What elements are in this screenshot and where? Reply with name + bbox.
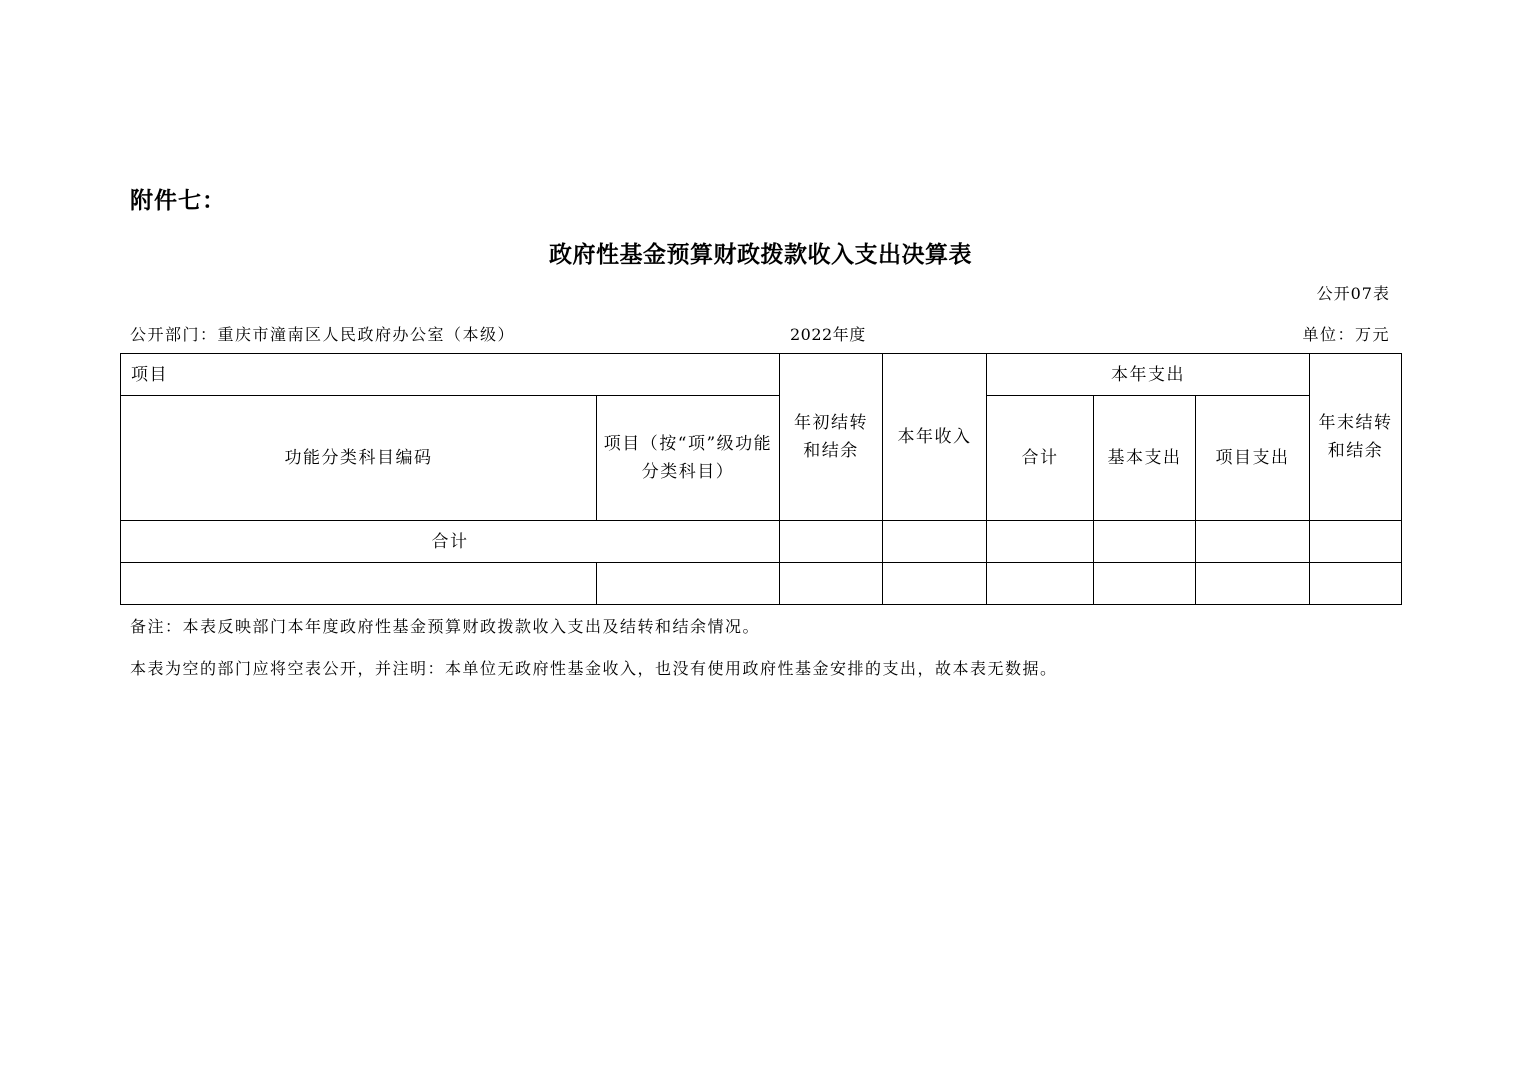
- row-opening-balance: [780, 563, 883, 605]
- fiscal-year: 2022年度: [790, 325, 866, 344]
- form-number: 公开07表: [1316, 284, 1390, 303]
- row-item-name: [597, 563, 780, 605]
- header-item-name: 项目（按“项”级功能分类科目）: [597, 396, 780, 521]
- note-empty-table: 本表为空的部门应将空表公开，并注明：本单位无政府性基金收入，也没有使用政府性基金安排的支出，故本表无数据。: [130, 659, 1058, 678]
- row-exp-basic: [1094, 563, 1196, 605]
- page-title: 政府性基金预算财政拨款收入支出决算表: [549, 241, 972, 268]
- total-label: 合计: [121, 521, 780, 563]
- total-opening-balance: [780, 521, 883, 563]
- row-code: [121, 563, 597, 605]
- total-exp-basic: [1094, 521, 1196, 563]
- header-exp-basic: 基本支出: [1094, 396, 1196, 521]
- header-closing-balance: 年末结转和结余: [1310, 354, 1402, 521]
- total-exp-project: [1196, 521, 1310, 563]
- header-expenditure: 本年支出: [987, 354, 1310, 396]
- table-row: [121, 563, 1402, 605]
- row-exp-project: [1196, 563, 1310, 605]
- budget-table: [120, 353, 1402, 605]
- row-exp-total: [987, 563, 1094, 605]
- header-item: 项目: [121, 354, 780, 396]
- note-remark: 备注：本表反映部门本年度政府性基金预算财政拨款收入支出及结转和结余情况。: [130, 617, 761, 636]
- header-income: 本年收入: [883, 354, 987, 521]
- row-closing-balance: [1310, 563, 1402, 605]
- total-row: [121, 521, 1402, 563]
- row-income: [883, 563, 987, 605]
- department-label: 公开部门：重庆市潼南区人民政府办公室（本级）: [130, 325, 516, 344]
- total-income: [883, 521, 987, 563]
- unit-label: 单位：万元: [1302, 325, 1390, 344]
- total-closing-balance: [1310, 521, 1402, 563]
- attachment-label: 附件七：: [130, 187, 226, 214]
- header-exp-project: 项目支出: [1196, 396, 1310, 521]
- header-code: 功能分类科目编码: [121, 396, 597, 521]
- header-opening-balance: 年初结转和结余: [780, 354, 883, 521]
- total-exp-total: [987, 521, 1094, 563]
- header-exp-total: 合计: [987, 396, 1094, 521]
